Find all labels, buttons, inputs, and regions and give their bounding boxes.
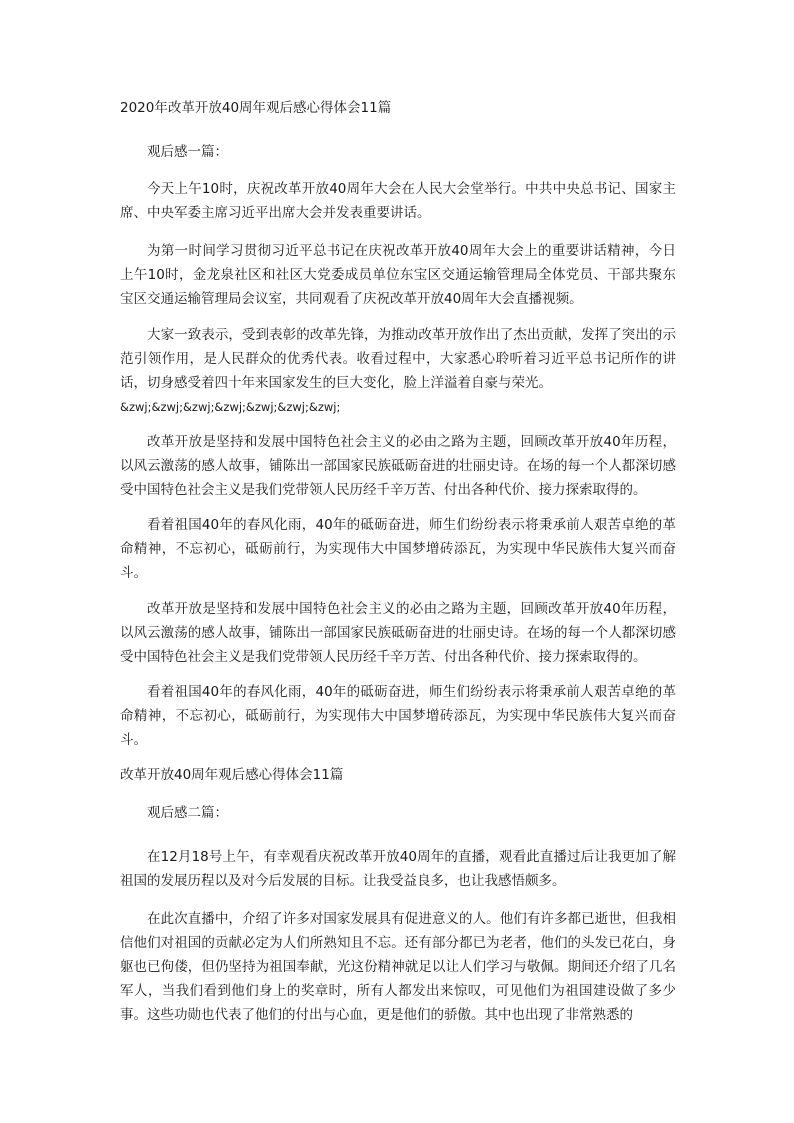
paragraph-1 [120,177,676,225]
document-title: 2020年改革开放40周年观后感心得体会11篇 [120,100,392,116]
paragraph-7 [120,680,676,752]
paragraph-9 [120,907,676,1027]
paragraph-text: 看着祖国40年的春风化雨，40年的砥砺奋进，师生们纷纷表示将秉承前人艰苦卓绝的革命精神，不忘初心，砥砺前行，为实现伟大中国梦增砖添瓦，为实现中华民族伟大复兴而奋斗。 [120,517,676,581]
paragraph-text: 为第一时间学习贯彻习近平总书记在庆祝改革开放40周年大会上的重要讲话精神，今日上午10时，金龙泉社区和社区大党委成员单位东宝区交通运输管理局全体党员、干部共聚东宝区交通运输管理局会议室，共同观看了庆祝改革开放40周年大会直播视频。 [120,243,676,307]
paragraph-text: 改革开放是坚持和发展中国特色社会主义的必由之路为主题，回顾改革开放40年历程，以风云激荡的感人故事，铺陈出一部国家民族砥砺奋进的壮丽史诗。在场的每一个人都深切感受中国特色社会主义是我们党带领人民历经千辛万苦、付出各种代价、接力探索取得的。 [120,601,676,665]
entity-text: &zwj;&zwj;&zwj;&zwj;&zwj;&zwj;&zwj; [120,400,341,414]
paragraph-6 [120,597,676,669]
paragraph-text: 在12月18号上午，有幸观看庆祝改革开放40周年的直播，观看此直播过后让我更加了解祖国的发展历程以及对今后发展的目标。让我受益良多，也让我感悟颇多。 [120,849,676,889]
paragraph-4 [120,430,676,502]
paragraph-2 [120,239,676,311]
second-title: 改革开放40周年观后感心得体会11篇 [120,767,344,783]
paragraph-text: 大家一致表示，受到表彰的改革先锋，为推动改革开放作出了杰出贡献，发挥了突出的示范引领作用，是人民群众的优秀代表。收看过程中，大家悉心聆听着习近平总书记所作的讲话，切身感受着四十年来国家发生的巨大变化，脸上洋溢着自豪与荣光。 [120,327,676,391]
paragraph-5 [120,513,676,585]
paragraph-8 [120,845,676,893]
section-heading-one: 观后感一篇： [147,144,228,160]
paragraph-3 [120,323,676,419]
paragraph-text: 看着祖国40年的春风化雨，40年的砥砺奋进，师生们纷纷表示将秉承前人艰苦卓绝的革命精神，不忘初心，砥砺前行，为实现伟大中国梦增砖添瓦，为实现中华民族伟大复兴而奋斗。 [120,684,676,748]
paragraph-text: 改革开放是坚持和发展中国特色社会主义的必由之路为主题，回顾改革开放40年历程，以风云激荡的感人故事，铺陈出一部国家民族砥砺奋进的壮丽史诗。在场的每一个人都深切感受中国特色社会主义是我们党带领人民历经千辛万苦、付出各种代价、接力探索取得的。 [120,434,676,498]
section-heading-two: 观后感二篇： [147,805,228,821]
paragraph-text: 今天上午10时，庆祝改革开放40周年大会在人民大会堂举行。中共中央总书记、国家主席、中央军委主席习近平出席大会并发表重要讲话。 [120,181,676,221]
paragraph-text: 在此次直播中，介绍了许多对国家发展具有促进意义的人。他们有许多都已逝世，但我相信他们对祖国的贡献必定为人们所熟知且不忘。还有部分都已为老者，他们的头发已花白，身躯也已佝偻，但仍坚持为祖国奉献，光这份精神就足以让人们学习与敬佩。期间还介绍了几名军人，当我们看到他们身上的奖章时，所有人都发出来惊叹，可见他们为祖国建设做了多少事。这些功勋也代表了他们的付出与心血，更是他们的骄傲。其中也出现了非常熟悉的 [120,911,676,1023]
